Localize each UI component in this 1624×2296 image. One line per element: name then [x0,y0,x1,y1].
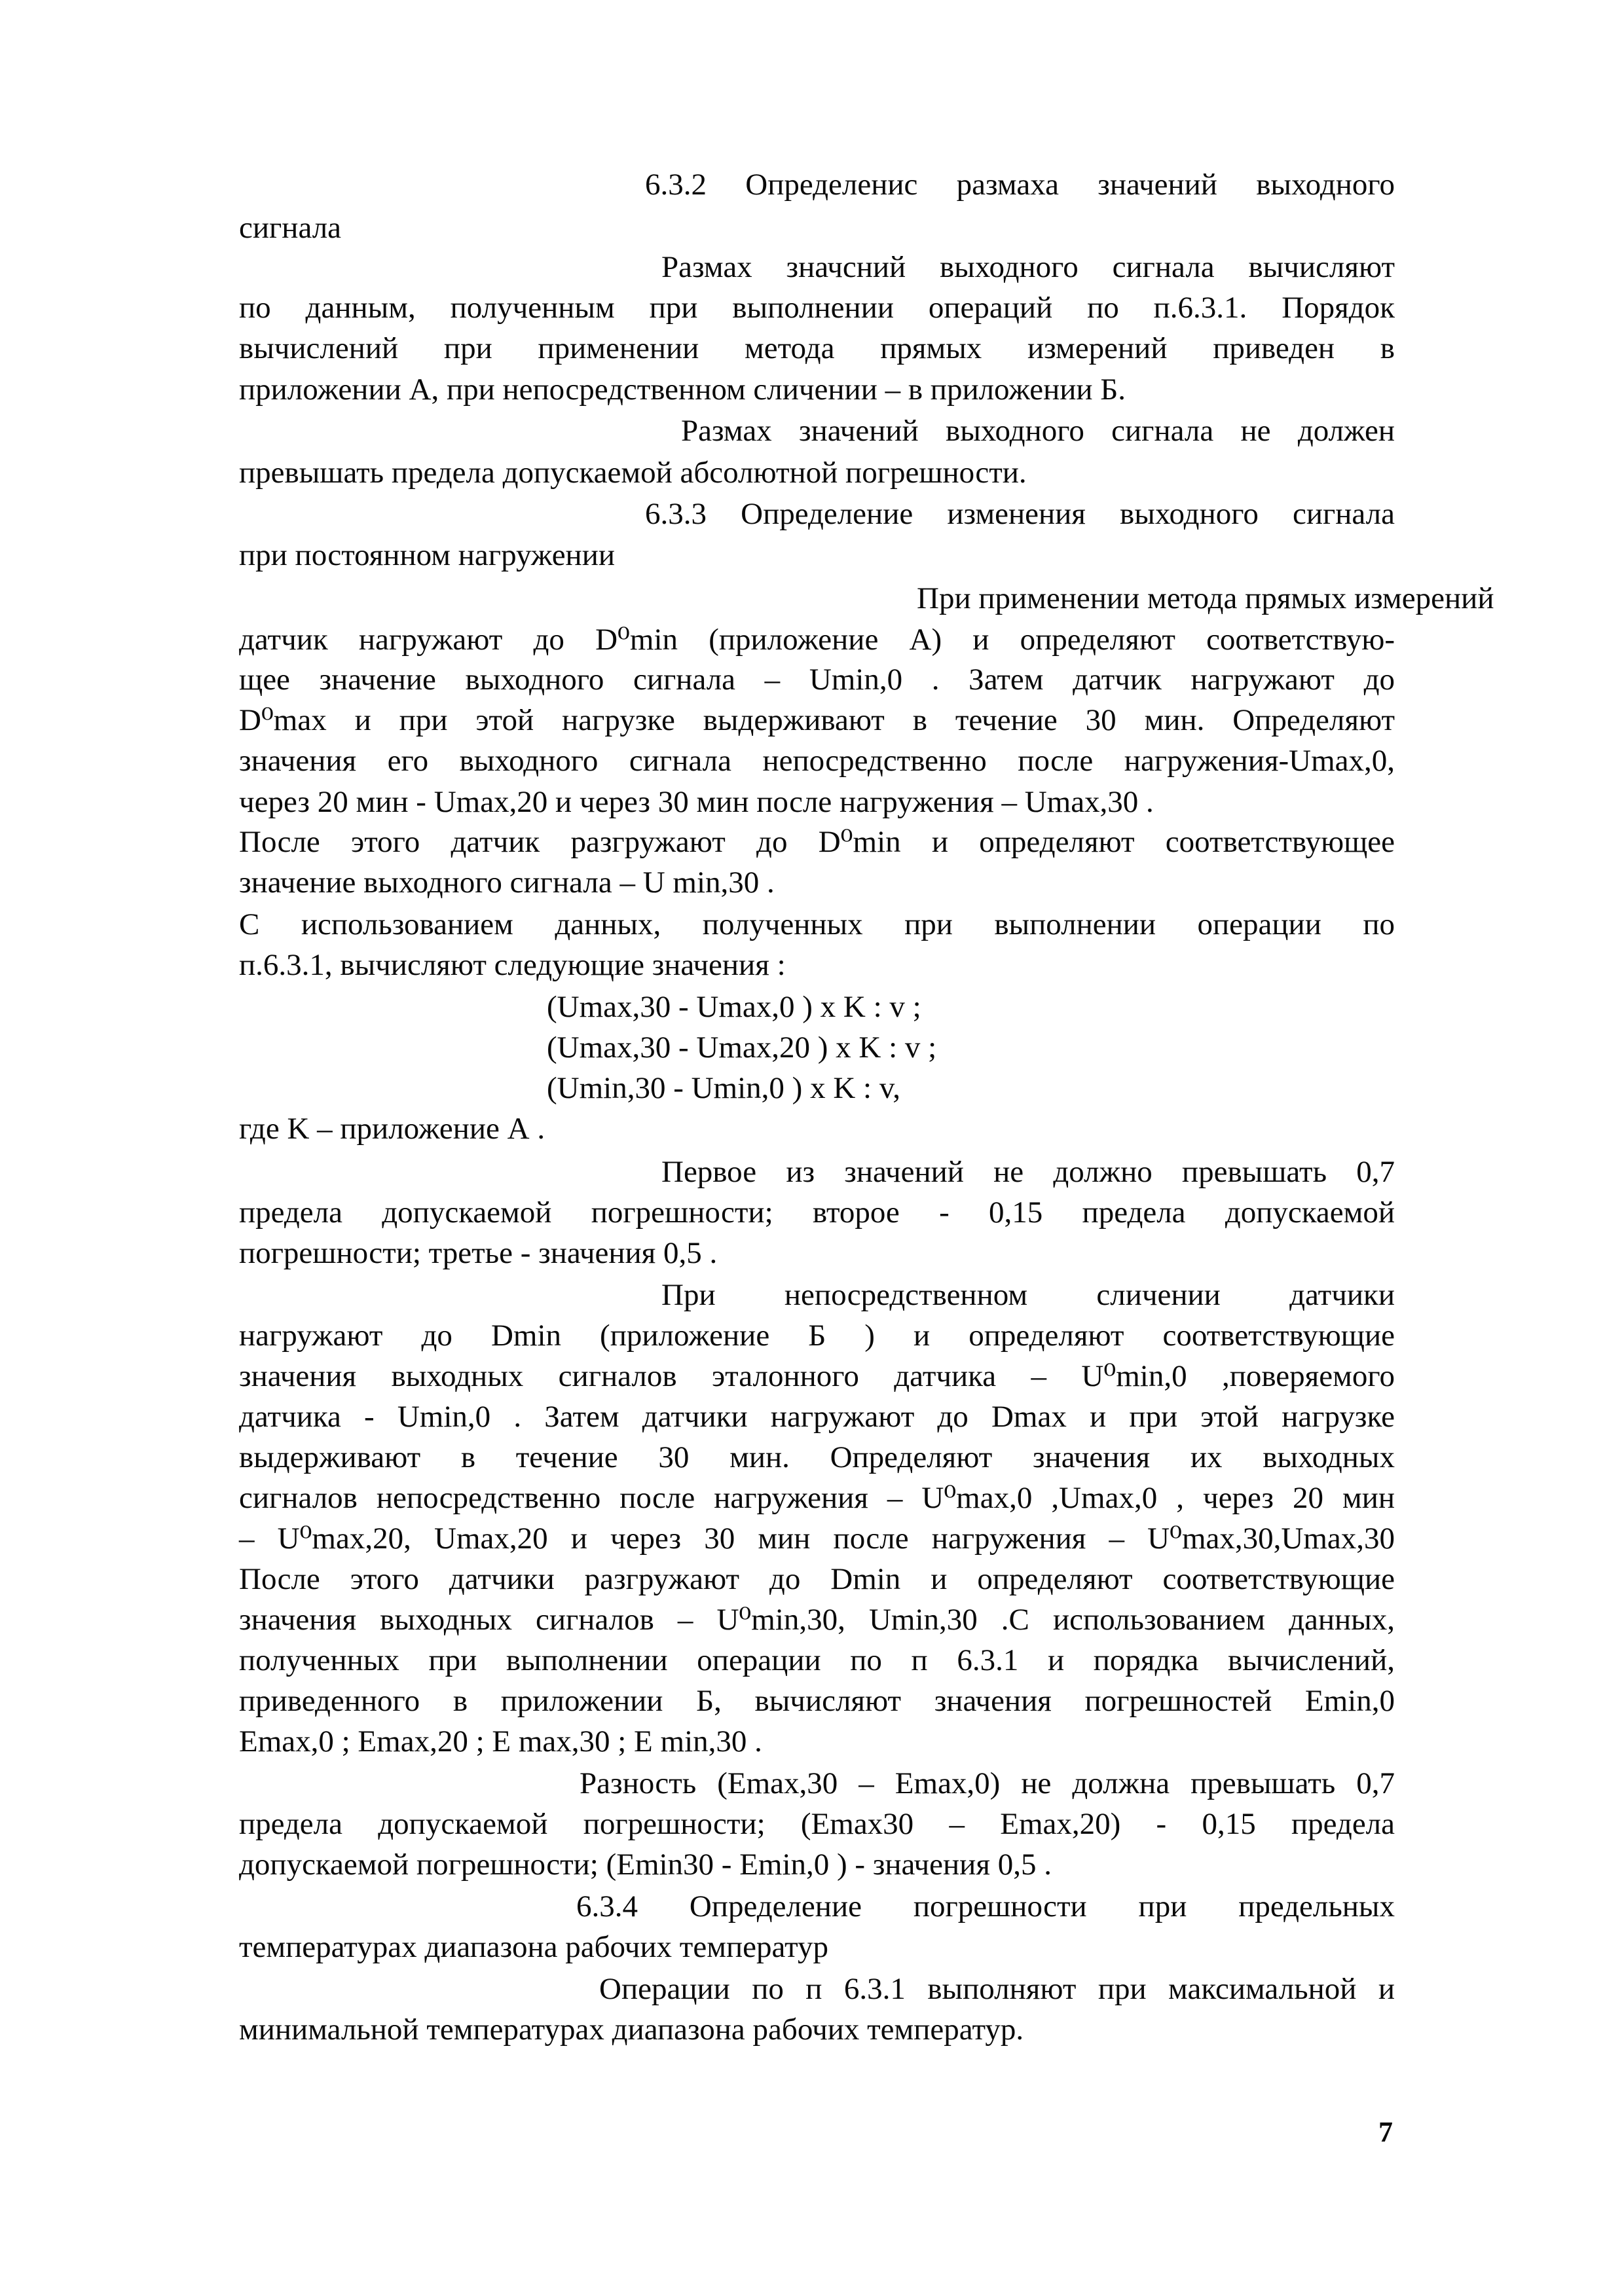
formula-line: (Umin,30 - Umin,0 ) x K : v, [547,1071,901,1105]
text-line: приложении А, при непосредственном сличении – в приложении Б. [239,373,1126,407]
formula-line: (Umax,30 - Umax,20 ) x K : v ; [547,1030,937,1065]
text-line: нагружают до Dmin (приложение Б ) и определяют соответствующие [239,1319,1395,1353]
text-line: значения его выходного сигнала непосредственно после нагружения-Umax,0, [239,744,1395,778]
text-line: допускаемой погрешности; (Emin30 - Emin,0 ) - значения 0,5 . [239,1848,1052,1882]
text-line: значение выходного сигнала – U min,30 . [239,866,775,900]
text-line: вычислений при применении метода прямых измерений приведен в [239,331,1395,365]
text-line: предела допускаемой погрешности; второе - 0,15 предела допускаемой [239,1195,1395,1230]
text-line: сигнала [239,211,342,245]
text-line: превышать предела допускаемой абсолютной погрешности. [239,456,1027,490]
text-line: При применении метода прямых измерений [917,581,1494,615]
text-line: полученных при выполнении операции по п 6.3.1 и порядка вычислений, [239,1643,1395,1677]
section-heading-6-3-2: 6.3.2 Определенис размаха значений выходного [645,168,1395,202]
text-line: Первое из значений не должно превышать 0,7 [661,1155,1395,1189]
text-line: по данным, полученным при выполнении операций по п.6.3.1. Порядок [239,291,1395,325]
text-line: При непосредственном сличении датчики [661,1278,1395,1312]
text-line: предела допускаемой погрешности; (Emax30 – Emax,20) - 0,15 предела [239,1807,1395,1841]
text-line: Разность (Emax,30 – Emax,0) не должна превышать 0,7 [580,1766,1395,1800]
text-line: датчик нагружают до D⁰min (приложение А) и определяют соответствую- [239,623,1395,657]
text-line: датчика - Umin,0 . Затем датчики нагружают до Dmax и при этой нагрузке [239,1400,1395,1434]
text-line: D⁰max и при этой нагрузке выдерживают в течение 30 мин. Определяют [239,703,1395,737]
text-line: п.6.3.1, вычисляют следующие значения : [239,948,786,982]
text-line: – U⁰max,20, Umax,20 и через 30 мин после нагружения – U⁰max,30,Umax,30 [239,1522,1395,1556]
text-line: С использованием данных, полученных при выполнении операции по [239,907,1395,941]
text-line: выдерживают в течение 30 мин. Определяют значения их выходных [239,1440,1395,1474]
text-line: значения выходных сигналов – U⁰min,30, Umin,30 .С использованием данных, [239,1603,1395,1637]
section-heading-6-3-3: 6.3.3 Определение изменения выходного сигнала [645,497,1395,531]
formula-line: (Umax,30 - Umax,0 ) x K : v ; [547,990,921,1024]
text-line: значения выходных сигналов эталонного датчика – U⁰min,0 ,поверяемого [239,1359,1395,1393]
text-line: сигналов непосредственно после нагружения – U⁰max,0 ,Umax,0 , через 20 мин [239,1481,1395,1515]
text-line: щее значение выходного сигнала – Umin,0 . Затем датчик нагружают до [239,663,1395,697]
text-line: Emax,0 ; Emax,20 ; E max,30 ; E min,30 . [239,1724,762,1758]
page-number: 7 [1378,2116,1393,2148]
text-line: температурах диапазона рабочих температур [239,1930,829,1964]
text-line: минимальной температурах диапазона рабочих температур. [239,2013,1024,2047]
text-line: Размах значений выходного сигнала не должен [681,414,1395,448]
text-line: После этого датчик разгружают до D⁰min и определяют соответствующее [239,825,1395,859]
text-line: при постоянном нагружении [239,538,616,572]
text-line: Размах значсний выходного сигнала вычисляют [661,250,1395,284]
text-line: приведенного в приложении Б, вычисляют значения погрешностей Emin,0 [239,1684,1395,1718]
text-line: Операции по п 6.3.1 выполняют при максимальной и [599,1972,1395,2006]
text-line: погрешности; третье - значения 0,5 . [239,1236,718,1270]
text-line: где K – приложение А . [239,1112,545,1146]
text-line: через 20 мин - Umax,20 и через 30 мин после нагружения – Umax,30 . [239,785,1154,819]
text-line: После этого датчики разгружают до Dmin и определяют соответствующие [239,1562,1395,1596]
section-heading-6-3-4: 6.3.4 Определение погрешности при предельных [576,1889,1395,1923]
